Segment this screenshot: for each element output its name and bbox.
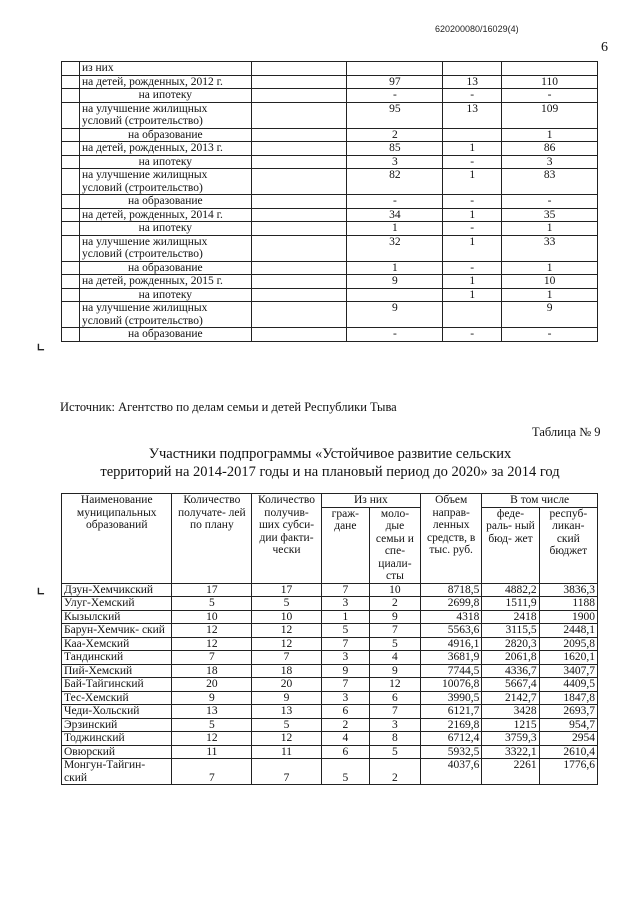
table-label: Таблица № 9 — [532, 425, 601, 439]
value-cell: 12 — [369, 678, 420, 692]
row-label: на образование — [79, 328, 251, 342]
value-cell: 3 — [502, 155, 598, 169]
table-row — [62, 275, 598, 289]
table-row — [62, 302, 598, 328]
value-cell: 2954 — [539, 732, 597, 746]
table-row — [62, 222, 598, 236]
municipality-name: Каа-Хемский — [62, 637, 172, 651]
row-label: на детей, рожденных, 2012 г. — [79, 75, 251, 89]
table-row — [62, 759, 598, 785]
value-cell: 7 — [172, 651, 252, 665]
value-cell: 12 — [172, 624, 252, 638]
value-cell: 1 — [502, 222, 598, 236]
row-margin-cell — [62, 89, 80, 103]
table-caption — [70, 445, 590, 481]
value-cell: 1620,1 — [539, 651, 597, 665]
value-cell: 13 — [252, 705, 322, 719]
value-cell: 18 — [252, 664, 322, 678]
value-cell: 1776,6 — [539, 759, 597, 785]
table-row — [62, 261, 598, 275]
value-cell: 9 — [347, 302, 443, 328]
row-label: на ипотеку — [79, 155, 251, 169]
header-volume: Объем направ- ленных средств, в тыс. руб. — [421, 494, 482, 584]
value-cell: 1 — [347, 261, 443, 275]
value-cell: 5 — [252, 718, 322, 732]
value-cell: - — [443, 89, 502, 103]
value-cell: 12 — [172, 637, 252, 651]
value-cell: 13 — [443, 102, 502, 128]
rural-development-participants-table — [61, 493, 598, 785]
margin-mark: ⌞ — [36, 576, 46, 598]
value-cell: 6 — [321, 745, 369, 759]
value-cell: 17 — [252, 583, 322, 597]
value-cell: - — [347, 195, 443, 209]
header-youth: моло- дые семьи и спе- циали- сты — [369, 507, 420, 583]
value-cell: 7 — [252, 651, 322, 665]
document-code: 620200080/16029(4) — [435, 24, 519, 34]
value-cell: 34 — [347, 208, 443, 222]
value-cell: 95 — [347, 102, 443, 128]
value-cell: 12 — [252, 624, 322, 638]
value-cell: 5 — [321, 624, 369, 638]
value-cell: 1 — [443, 275, 502, 289]
value-cell: 10 — [172, 610, 252, 624]
row-label: на улучшение жилищных условий (строительство) — [79, 102, 251, 128]
value-cell: 5563,6 — [421, 624, 482, 638]
value-cell: - — [347, 89, 443, 103]
value-cell: 2448,1 — [539, 624, 597, 638]
value-cell: 7 — [321, 583, 369, 597]
municipality-name: Дзун-Хемчикский — [62, 583, 172, 597]
table-row — [62, 610, 598, 624]
value-cell: 4916,1 — [421, 637, 482, 651]
table-row — [62, 208, 598, 222]
value-cell: 5 — [369, 745, 420, 759]
value-cell: 109 — [502, 102, 598, 128]
value-cell: 86 — [502, 142, 598, 156]
value-cell: - — [502, 89, 598, 103]
row-label: на образование — [79, 261, 251, 275]
value-cell: 110 — [502, 75, 598, 89]
value-cell: 17 — [172, 583, 252, 597]
value-cell: 9 — [252, 691, 322, 705]
municipality-name: Пий-Хемский — [62, 664, 172, 678]
value-cell — [347, 62, 443, 76]
value-cell: 10076,8 — [421, 678, 482, 692]
municipality-name: Тандинский — [62, 651, 172, 665]
table-row — [62, 128, 598, 142]
value-cell: 1 — [502, 288, 598, 302]
value-cell: 97 — [347, 75, 443, 89]
value-cell: 954,7 — [539, 718, 597, 732]
children-benefits-table — [61, 61, 598, 342]
value-cell: - — [443, 261, 502, 275]
header-republic: респуб- ликан- ский бюджет — [539, 507, 597, 583]
value-cell: 82 — [347, 169, 443, 195]
empty-cell — [251, 142, 347, 156]
row-label: на улучшение жилищных условий (строительство) — [79, 302, 251, 328]
row-label: на ипотеку — [79, 222, 251, 236]
empty-cell — [251, 89, 347, 103]
table-row — [62, 75, 598, 89]
value-cell: 8 — [369, 732, 420, 746]
value-cell: 5932,5 — [421, 745, 482, 759]
row-margin-cell — [62, 208, 80, 222]
row-margin-cell — [62, 142, 80, 156]
value-cell: 3 — [321, 597, 369, 611]
value-cell: 5667,4 — [482, 678, 539, 692]
value-cell: 2 — [369, 597, 420, 611]
value-cell: 1 — [502, 128, 598, 142]
municipality-name: Монгун-Тайгин- ский — [62, 759, 172, 785]
value-cell — [443, 62, 502, 76]
row-margin-cell — [62, 128, 80, 142]
value-cell: 3990,5 — [421, 691, 482, 705]
value-cell: 1 — [502, 261, 598, 275]
value-cell — [443, 128, 502, 142]
value-cell: 9 — [172, 691, 252, 705]
table-row — [62, 678, 598, 692]
value-cell: 3322,1 — [482, 745, 539, 759]
value-cell: 2418 — [482, 610, 539, 624]
value-cell: 3759,3 — [482, 732, 539, 746]
value-cell: 6 — [321, 705, 369, 719]
row-label: на ипотеку — [79, 89, 251, 103]
value-cell: 1847,8 — [539, 691, 597, 705]
value-cell: 12 — [172, 732, 252, 746]
municipality-name: Овюрский — [62, 745, 172, 759]
row-margin-cell — [62, 222, 80, 236]
source-note: Источник: Агентство по делам семьи и детей Республики Тыва — [60, 400, 397, 414]
value-cell: 7 — [252, 759, 322, 785]
value-cell: - — [443, 328, 502, 342]
value-cell: 2095,8 — [539, 637, 597, 651]
value-cell: 5 — [172, 718, 252, 732]
empty-cell — [251, 155, 347, 169]
empty-cell — [251, 128, 347, 142]
value-cell: - — [443, 222, 502, 236]
value-cell: 7 — [321, 678, 369, 692]
value-cell: 2061,8 — [482, 651, 539, 665]
value-cell: 4037,6 — [421, 759, 482, 785]
value-cell: 5 — [252, 597, 322, 611]
value-cell: 4882,2 — [482, 583, 539, 597]
row-label: на детей, рожденных, 2013 г. — [79, 142, 251, 156]
value-cell: 7 — [321, 637, 369, 651]
value-cell: 7 — [369, 705, 420, 719]
header-planned: Количество получате- лей по плану — [172, 494, 252, 584]
value-cell: 12 — [252, 732, 322, 746]
municipality-name: Тоджинский — [62, 732, 172, 746]
row-margin-cell — [62, 288, 80, 302]
value-cell: 6712,4 — [421, 732, 482, 746]
value-cell: 1 — [321, 610, 369, 624]
row-margin-cell — [62, 275, 80, 289]
municipality-name: Кызылский — [62, 610, 172, 624]
value-cell: 2142,7 — [482, 691, 539, 705]
empty-cell — [251, 261, 347, 275]
value-cell — [347, 288, 443, 302]
municipality-name: Улуг-Хемский — [62, 597, 172, 611]
value-cell: 2 — [347, 128, 443, 142]
value-cell: - — [443, 195, 502, 209]
value-cell: 3681,9 — [421, 651, 482, 665]
row-margin-cell — [62, 75, 80, 89]
row-margin-cell — [62, 235, 80, 261]
header-municipality: Наименование муниципальных образований — [62, 494, 172, 584]
municipality-name: Тес-Хемский — [62, 691, 172, 705]
value-cell: 35 — [502, 208, 598, 222]
value-cell — [443, 302, 502, 328]
value-cell: 2820,3 — [482, 637, 539, 651]
empty-cell — [251, 75, 347, 89]
value-cell: 10 — [369, 583, 420, 597]
header-actual: Количество получив- ших субси- дии факти- чески — [252, 494, 322, 584]
row-label: на образование — [79, 128, 251, 142]
value-cell: 3 — [369, 718, 420, 732]
value-cell: 3428 — [482, 705, 539, 719]
value-cell: 9 — [369, 664, 420, 678]
table-row — [62, 62, 598, 76]
value-cell: 5 — [321, 759, 369, 785]
empty-cell — [251, 275, 347, 289]
table-row — [62, 169, 598, 195]
value-cell: 20 — [172, 678, 252, 692]
value-cell: 6 — [369, 691, 420, 705]
value-cell: 2 — [321, 718, 369, 732]
value-cell: 12 — [252, 637, 322, 651]
value-cell: 2 — [369, 759, 420, 785]
municipality-name: Эрзинский — [62, 718, 172, 732]
value-cell: 1 — [443, 235, 502, 261]
empty-cell — [251, 328, 347, 342]
value-cell: 5 — [172, 597, 252, 611]
value-cell: 3407,7 — [539, 664, 597, 678]
value-cell: 1188 — [539, 597, 597, 611]
value-cell: 10 — [502, 275, 598, 289]
value-cell: 9 — [369, 610, 420, 624]
empty-cell — [251, 169, 347, 195]
value-cell — [502, 62, 598, 76]
value-cell: 9 — [502, 302, 598, 328]
table-row — [62, 651, 598, 665]
header-including: В том числе — [482, 494, 598, 508]
table-row — [62, 235, 598, 261]
empty-cell — [251, 235, 347, 261]
margin-mark: ⌞ — [36, 332, 46, 354]
table-row — [62, 583, 598, 597]
value-cell: 1 — [443, 288, 502, 302]
value-cell: 7 — [172, 759, 252, 785]
value-cell: 1 — [443, 208, 502, 222]
empty-cell — [251, 222, 347, 236]
value-cell: 9 — [321, 664, 369, 678]
value-cell: 11 — [252, 745, 322, 759]
table-row — [62, 745, 598, 759]
value-cell: 3836,3 — [539, 583, 597, 597]
value-cell: 1 — [347, 222, 443, 236]
value-cell: 1 — [443, 142, 502, 156]
table-row — [62, 691, 598, 705]
row-margin-cell — [62, 328, 80, 342]
value-cell: 13 — [443, 75, 502, 89]
value-cell: 3 — [321, 651, 369, 665]
value-cell: 11 — [172, 745, 252, 759]
empty-cell — [251, 62, 347, 76]
value-cell: 4409,5 — [539, 678, 597, 692]
caption-line-2: территорий на 2014-2017 годы и на плановый период до 2020» за 2014 год — [100, 464, 560, 480]
row-margin-cell — [62, 195, 80, 209]
empty-cell — [251, 195, 347, 209]
row-label: из них — [79, 62, 251, 76]
value-cell: 5 — [369, 637, 420, 651]
header-citizens: граж- дане — [321, 507, 369, 583]
value-cell: 85 — [347, 142, 443, 156]
empty-cell — [251, 102, 347, 128]
value-cell: 1215 — [482, 718, 539, 732]
value-cell: 7744,5 — [421, 664, 482, 678]
value-cell: 3115,5 — [482, 624, 539, 638]
header-of-them: Из них — [321, 494, 420, 508]
value-cell: 1511,9 — [482, 597, 539, 611]
value-cell: - — [443, 155, 502, 169]
value-cell: 4 — [321, 732, 369, 746]
caption-line-1: Участники подпрограммы «Устойчивое развитие сельских — [148, 446, 512, 462]
table-row — [62, 195, 598, 209]
row-margin-cell — [62, 155, 80, 169]
table-row — [62, 328, 598, 342]
value-cell: - — [502, 328, 598, 342]
value-cell: 4 — [369, 651, 420, 665]
municipality-name: Барун-Хемчик- ский — [62, 624, 172, 638]
table-row — [62, 288, 598, 302]
page-number: 6 — [601, 40, 608, 55]
table-row — [62, 102, 598, 128]
row-margin-cell — [62, 261, 80, 275]
municipality-name: Чеди-Хольский — [62, 705, 172, 719]
empty-cell — [251, 302, 347, 328]
table-row — [62, 142, 598, 156]
value-cell: 20 — [252, 678, 322, 692]
table-row — [62, 155, 598, 169]
value-cell: - — [347, 328, 443, 342]
row-margin-cell — [62, 302, 80, 328]
row-margin-cell — [62, 62, 80, 76]
value-cell: 10 — [252, 610, 322, 624]
table-row — [62, 664, 598, 678]
row-label: на образование — [79, 195, 251, 209]
empty-cell — [251, 288, 347, 302]
row-margin-cell — [62, 169, 80, 195]
table-row — [62, 597, 598, 611]
value-cell: - — [502, 195, 598, 209]
value-cell: 2169,8 — [421, 718, 482, 732]
value-cell: 1900 — [539, 610, 597, 624]
value-cell: 7 — [369, 624, 420, 638]
value-cell: 83 — [502, 169, 598, 195]
value-cell: 4336,7 — [482, 664, 539, 678]
value-cell: 2610,4 — [539, 745, 597, 759]
row-label: на детей, рожденных, 2014 г. — [79, 208, 251, 222]
value-cell: 32 — [347, 235, 443, 261]
value-cell: 2261 — [482, 759, 539, 785]
value-cell: 33 — [502, 235, 598, 261]
value-cell: 8718,5 — [421, 583, 482, 597]
row-label: на улучшение жилищных условий (строительство) — [79, 235, 251, 261]
row-label: на ипотеку — [79, 288, 251, 302]
row-label: на улучшение жилищных условий (строительство) — [79, 169, 251, 195]
value-cell: 3 — [321, 691, 369, 705]
value-cell: 18 — [172, 664, 252, 678]
table-row — [62, 89, 598, 103]
row-label: на детей, рожденных, 2015 г. — [79, 275, 251, 289]
table-row — [62, 732, 598, 746]
value-cell: 6121,7 — [421, 705, 482, 719]
value-cell: 2699,8 — [421, 597, 482, 611]
table-row — [62, 705, 598, 719]
row-margin-cell — [62, 102, 80, 128]
value-cell: 4318 — [421, 610, 482, 624]
empty-cell — [251, 208, 347, 222]
value-cell: 13 — [172, 705, 252, 719]
value-cell: 2693,7 — [539, 705, 597, 719]
value-cell: 9 — [347, 275, 443, 289]
value-cell: 1 — [443, 169, 502, 195]
municipality-name: Бай-Тайгинский — [62, 678, 172, 692]
table-row — [62, 637, 598, 651]
value-cell: 3 — [347, 155, 443, 169]
table-row — [62, 624, 598, 638]
header-row-1 — [62, 494, 598, 508]
header-federal: феде- раль- ный бюд- жет — [482, 507, 539, 583]
table-row — [62, 718, 598, 732]
